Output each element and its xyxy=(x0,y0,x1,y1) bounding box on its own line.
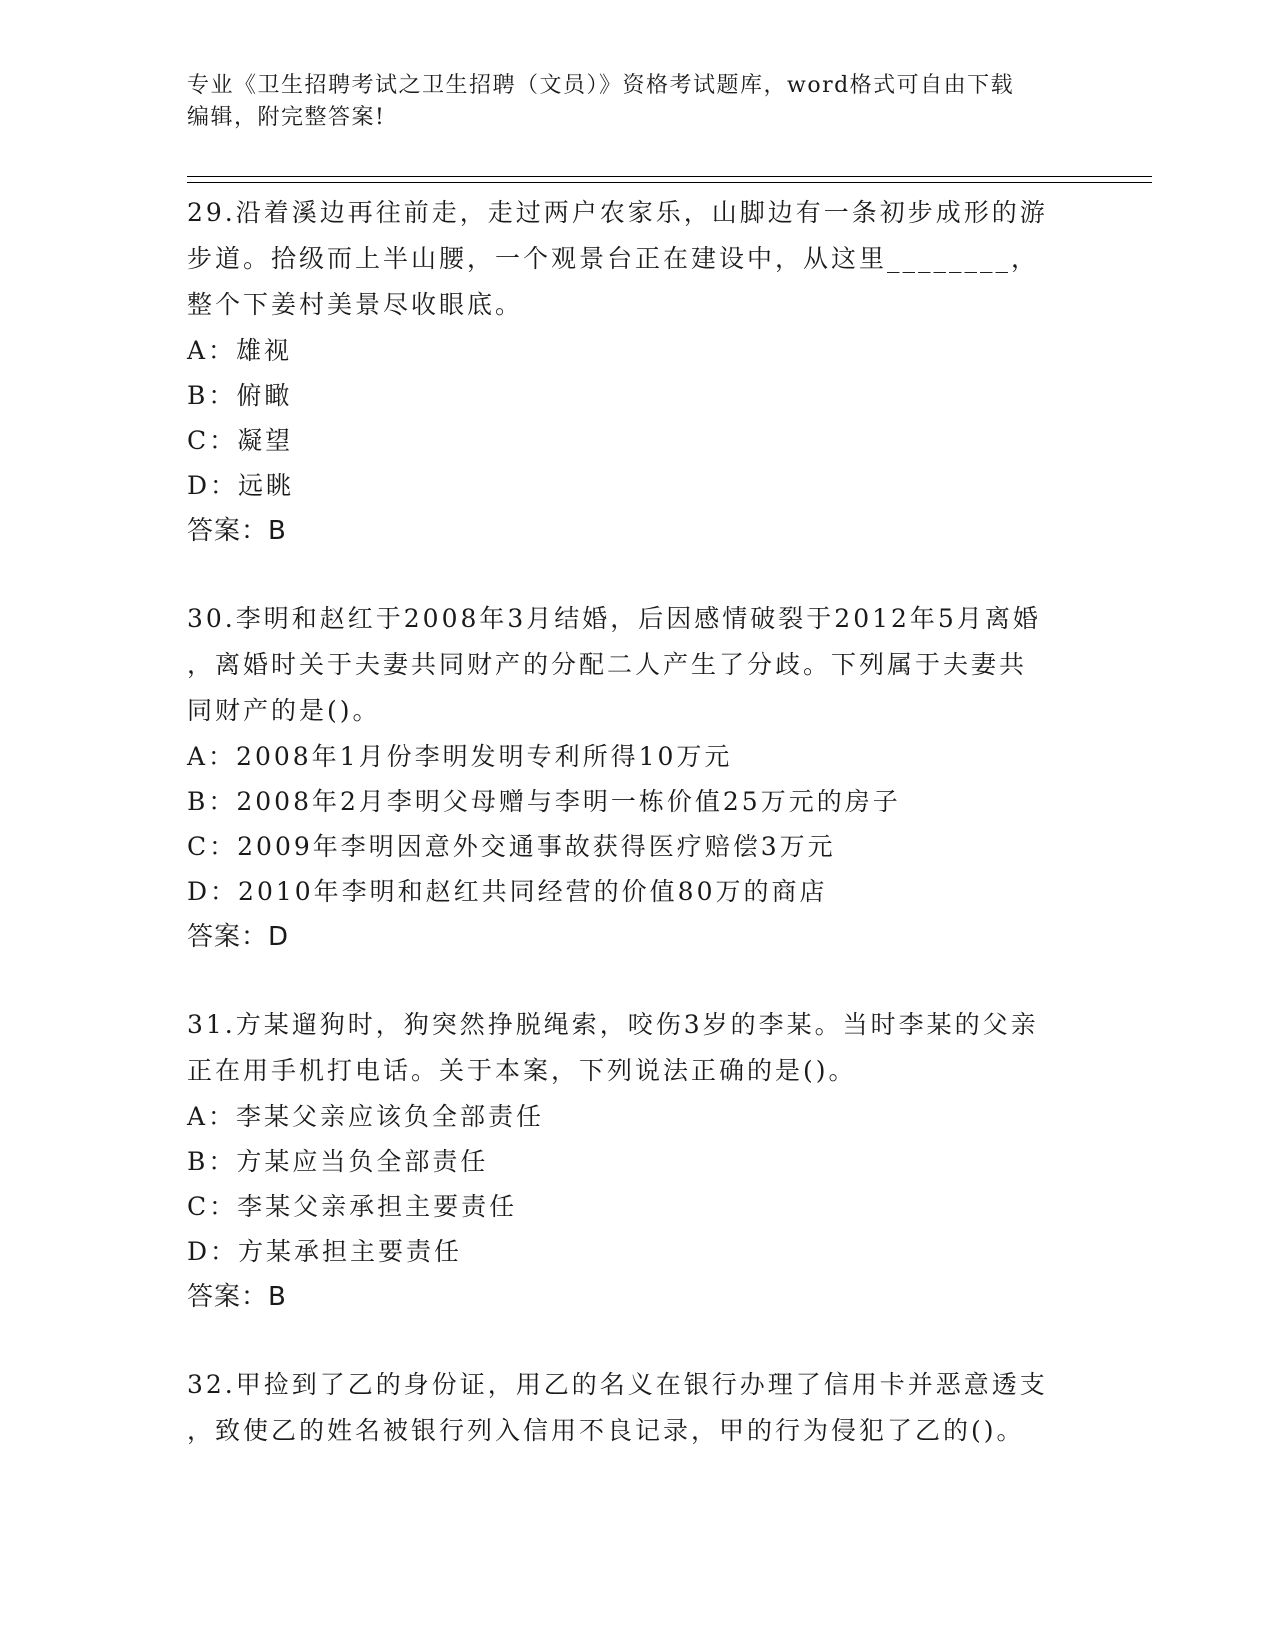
option-d: D：方某承担主要责任 xyxy=(187,1237,463,1266)
option-a: A：2008年1月份李明发明专利所得10万元 xyxy=(187,742,733,771)
option-b: B：2008年2月李明父母赠与李明一栋价值25万元的房子 xyxy=(187,787,901,816)
question-stem-line: 同财产的是()。 xyxy=(187,696,381,725)
question-stem-line: 正在用手机打电话。关于本案，下列说法正确的是()。 xyxy=(187,1056,857,1085)
option-d: D：远眺 xyxy=(187,471,295,500)
header-divider-top xyxy=(187,176,1152,177)
option-c: C：李某父亲承担主要责任 xyxy=(187,1192,518,1221)
question-29 xyxy=(187,190,1087,554)
option-a: A：雄视 xyxy=(187,336,293,365)
question-stem-line: 整个下姜村美景尽收眼底。 xyxy=(187,290,524,319)
question-stem-line: ，致使乙的姓名被银行列入信用不良记录，甲的行为侵犯了乙的()。 xyxy=(187,1416,1025,1445)
question-stem-line: ，离婚时关于夫妻共同财产的分配二人产生了分歧。下列属于夫妻共 xyxy=(187,650,1028,679)
header-line-1: 专业《卫生招聘考试之卫生招聘（文员）》资格考试题库，word格式可自由下载 xyxy=(187,73,1015,98)
document-header xyxy=(187,70,1067,134)
option-c: C：2009年李明因意外交通事故获得医疗赔偿3万元 xyxy=(187,832,836,861)
question-32 xyxy=(187,1362,1087,1454)
header-line-2: 编辑，附完整答案! xyxy=(187,105,386,130)
answer-text: 答案：D xyxy=(187,922,290,952)
question-31 xyxy=(187,1002,1087,1320)
question-stem-line: 31.方某遛狗时，狗突然挣脱绳索，咬伤3岁的李某。当时李某的父亲 xyxy=(187,1010,1039,1039)
question-list xyxy=(187,190,1087,1496)
answer-text: 答案：B xyxy=(187,1282,287,1312)
answer-text: 答案：B xyxy=(187,516,287,546)
option-c: C：凝望 xyxy=(187,426,294,455)
option-a: A：李某父亲应该负全部责任 xyxy=(187,1102,545,1131)
question-stem-line: 30.李明和赵红于2008年3月结婚，后因感情破裂于2012年5月离婚 xyxy=(187,604,1041,633)
question-stem-line: 步道。拾级而上半山腰，一个观景台正在建设中，从这里________， xyxy=(187,244,1040,273)
question-stem-line: 29.沿着溪边再往前走，走过两户农家乐，山脚边有一条初步成形的游 xyxy=(187,198,1048,227)
question-stem-line: 32.甲捡到了乙的身份证，用乙的名义在银行办理了信用卡并恶意透支 xyxy=(187,1370,1048,1399)
option-b: B：方某应当负全部责任 xyxy=(187,1147,489,1176)
header-divider-bottom xyxy=(187,182,1152,183)
question-30 xyxy=(187,596,1087,960)
option-b: B：俯瞰 xyxy=(187,381,293,410)
option-d: D：2010年李明和赵红共同经营的价值80万的商店 xyxy=(187,877,828,906)
